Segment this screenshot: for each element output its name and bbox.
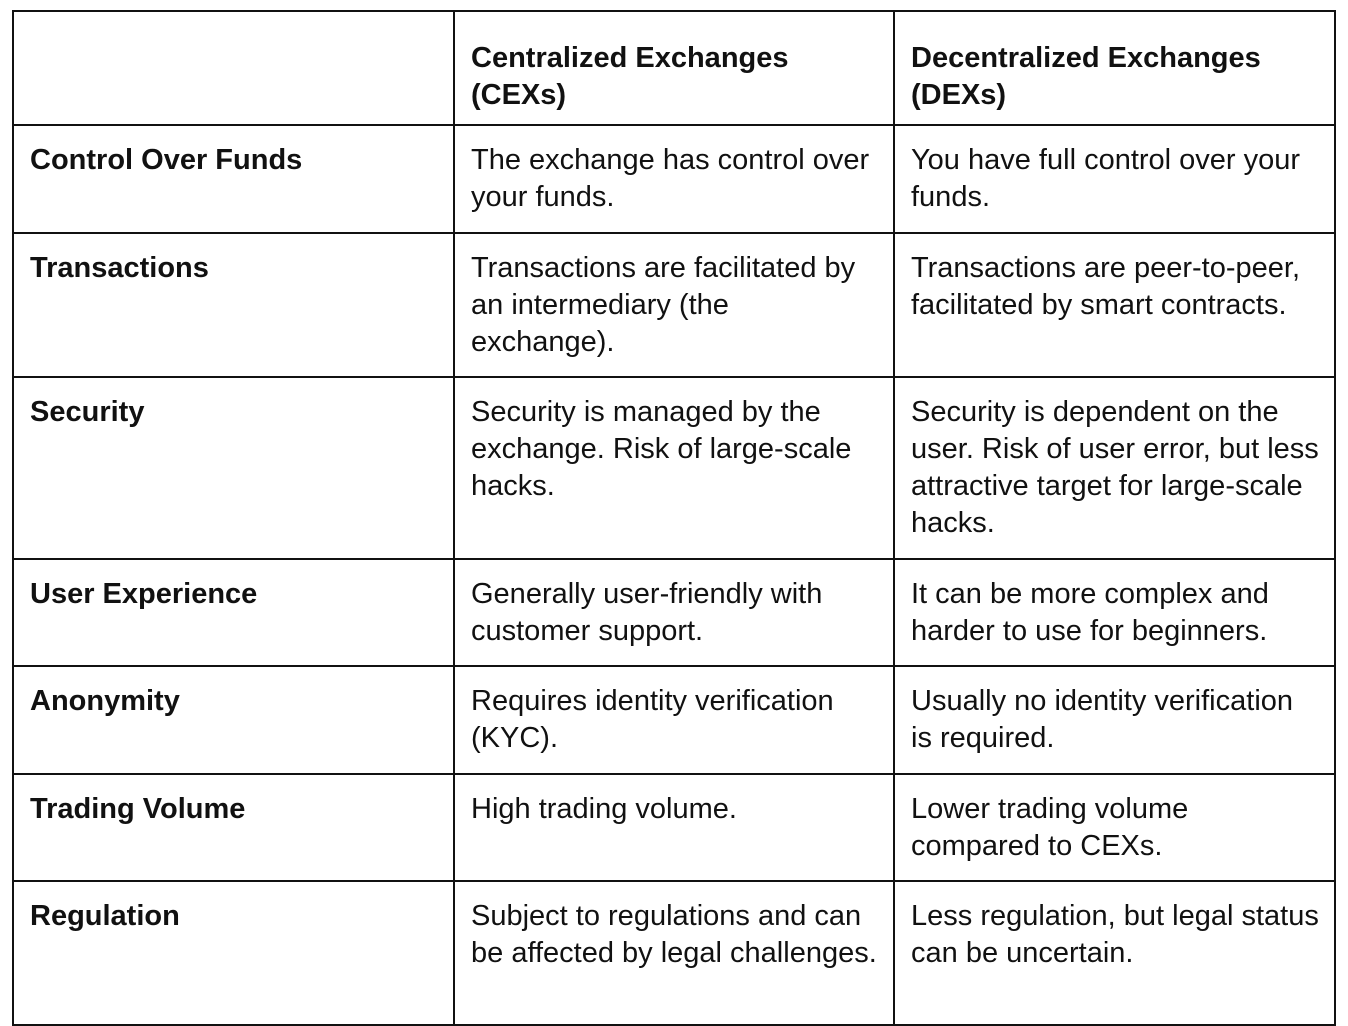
dex-cell: You have full control over your funds. [894, 125, 1335, 233]
row-label-security: Security [13, 377, 454, 559]
row-label-anonymity: Anonymity [13, 666, 454, 774]
cex-cell: Subject to regulations and can be affected by legal challenges. [454, 881, 894, 1025]
cex-cell: Generally user-friendly with customer support. [454, 559, 894, 666]
cex-cell: Transactions are facilitated by an intermediary (the exchange). [454, 233, 894, 377]
table-row [13, 559, 1335, 666]
row-label-control-over-funds: Control Over Funds [13, 125, 454, 233]
dex-cell: Security is dependent on the user. Risk of user error, but less attractive target for large-scale hacks. [894, 377, 1335, 559]
dex-cell: It can be more complex and harder to use for beginners. [894, 559, 1335, 666]
dex-cell: Less regulation, but legal status can be uncertain. [894, 881, 1335, 1025]
header-dex: Decentralized Exchanges (DEXs) [894, 11, 1335, 125]
table-row [13, 377, 1335, 559]
table-row [13, 233, 1335, 377]
header-empty-cell [13, 11, 454, 125]
header-row [13, 11, 1335, 125]
table-row [13, 666, 1335, 774]
table-row [13, 774, 1335, 881]
dex-cell: Lower trading volume compared to CEXs. [894, 774, 1335, 881]
dex-cell: Usually no identity verification is required. [894, 666, 1335, 774]
comparison-table [12, 10, 1336, 1026]
cex-cell: High trading volume. [454, 774, 894, 881]
table-row [13, 125, 1335, 233]
cex-cell: The exchange has control over your funds. [454, 125, 894, 233]
row-label-user-experience: User Experience [13, 559, 454, 666]
cex-cell: Security is managed by the exchange. Risk of large-scale hacks. [454, 377, 894, 559]
dex-cell: Transactions are peer-to-peer, facilitated by smart contracts. [894, 233, 1335, 377]
row-label-regulation: Regulation [13, 881, 454, 1025]
cex-cell: Requires identity verification (KYC). [454, 666, 894, 774]
row-label-transactions: Transactions [13, 233, 454, 377]
header-cex: Centralized Exchanges (CEXs) [454, 11, 894, 125]
table-row [13, 881, 1335, 1025]
row-label-trading-volume: Trading Volume [13, 774, 454, 881]
